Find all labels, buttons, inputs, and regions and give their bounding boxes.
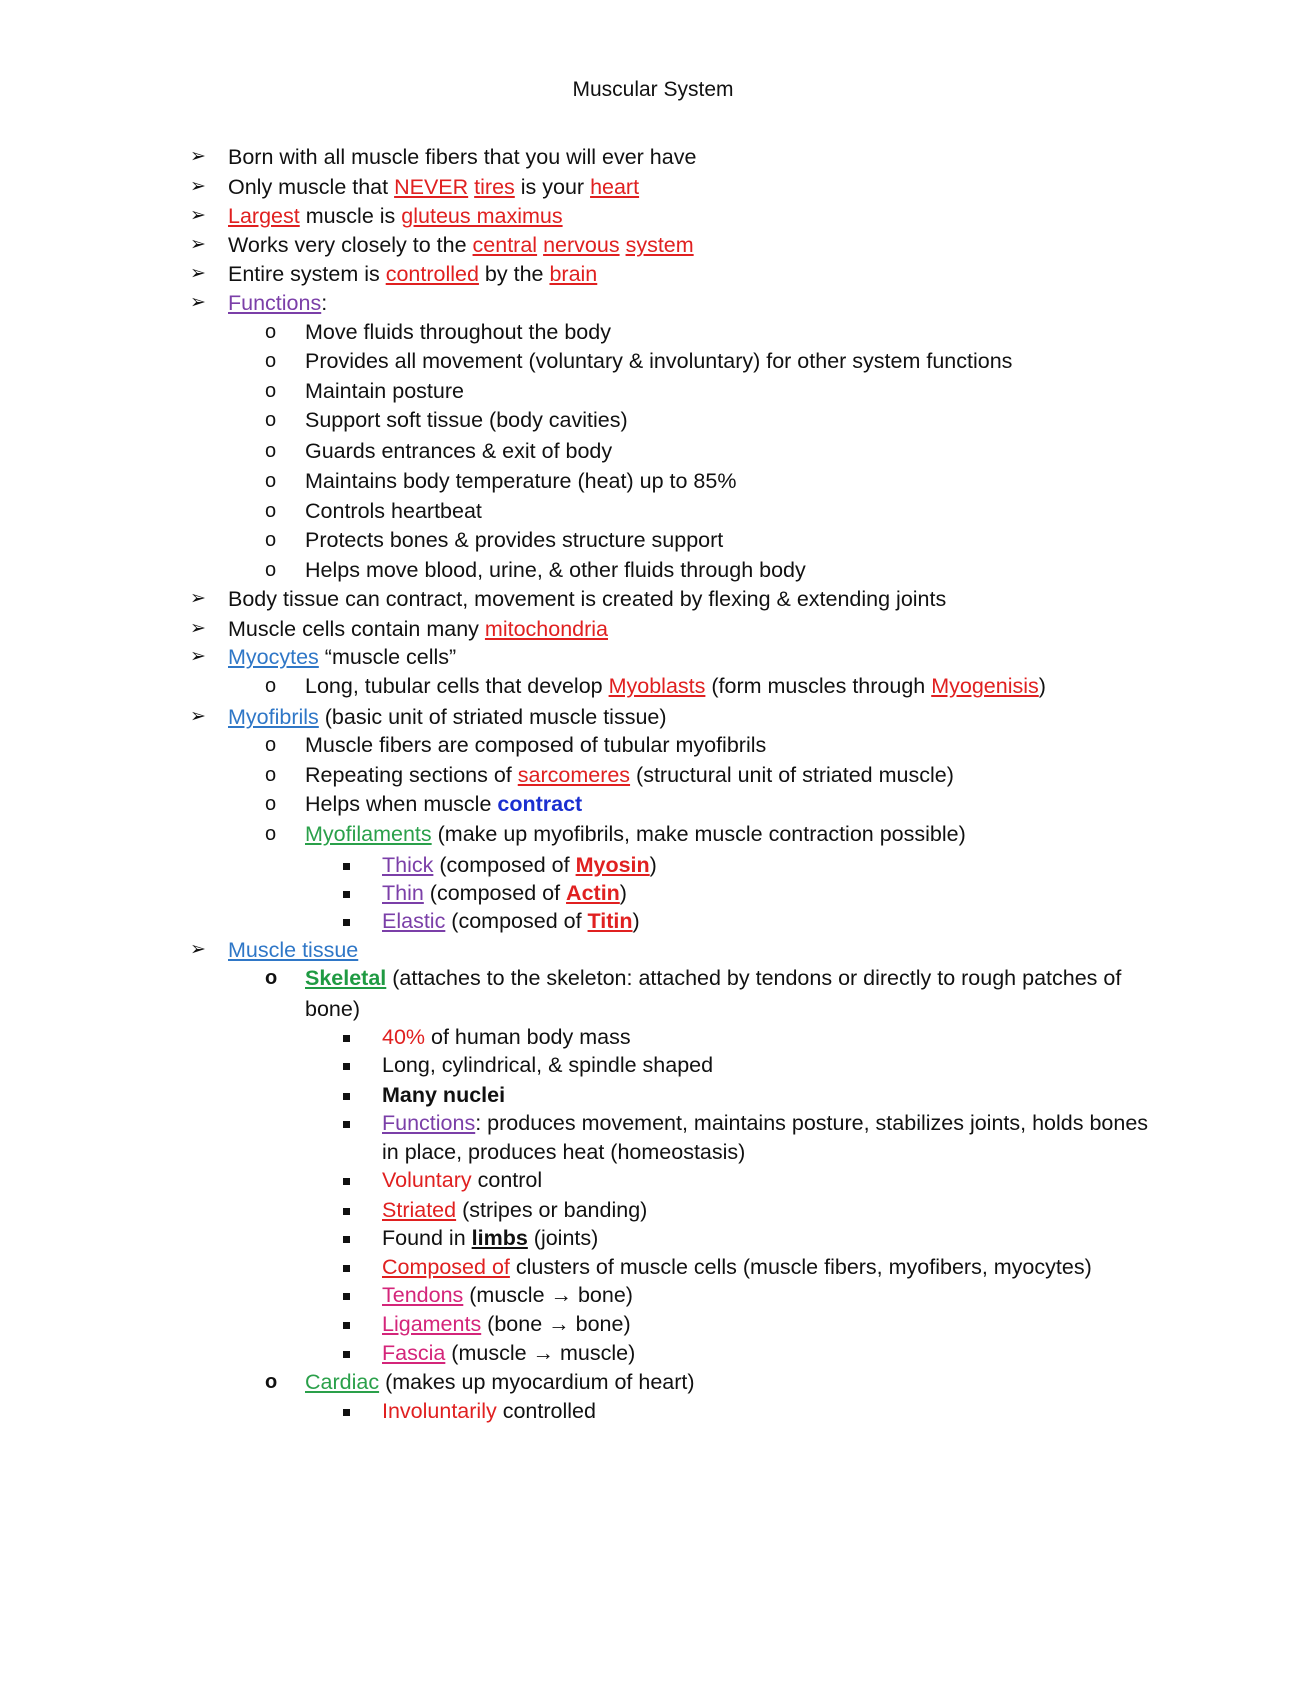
circle-bullet-icon: o (265, 350, 277, 372)
item-text: Thin (composed of Actin) (382, 881, 627, 905)
square-bullet-icon (343, 1022, 350, 1052)
circle-bullet-icon: o (265, 823, 277, 845)
item-text: Move fluids throughout the body (305, 320, 611, 344)
highlight-term: Tendons (382, 1283, 464, 1307)
highlight-term: Fascia (382, 1341, 446, 1365)
item-text: Largest muscle is gluteus maximus (228, 204, 563, 228)
square-bullet-icon (343, 1050, 350, 1080)
item-text: Found in limbs (joints) (382, 1226, 599, 1250)
square-bullet-icon (343, 1108, 350, 1138)
circle-bullet-icon: o (265, 440, 277, 462)
square-bullet-icon (343, 878, 350, 908)
item-text: Support soft tissue (body cavities) (305, 408, 628, 432)
highlight-term: Composed of (382, 1255, 510, 1279)
circle-bullet-icon: o (265, 470, 277, 492)
circle-bullet-icon: o (265, 1371, 278, 1393)
highlight-term: Skeletal (305, 966, 387, 990)
item-text: Myofibrils (basic unit of striated muscle tissue) (228, 705, 667, 729)
arrow-bullet-icon: ➢ (190, 146, 206, 167)
arrow-bullet-icon: ➢ (190, 618, 206, 639)
highlight-term: Thick (382, 853, 434, 877)
arrow-bullet-icon: ➢ (190, 588, 206, 609)
item-text: Ligaments (bone → bone) (382, 1312, 631, 1336)
circle-bullet-icon: o (265, 500, 277, 522)
item-text: Many nuclei (382, 1083, 506, 1107)
square-bullet-icon (343, 1195, 350, 1225)
highlight-term: central (472, 233, 538, 257)
item-text: Fascia (muscle → muscle) (382, 1341, 636, 1365)
item-text: Entire system is controlled by the brain (228, 262, 598, 286)
item-text: Muscle cells contain many mitochondria (228, 617, 609, 641)
highlight-term: limbs (471, 1226, 528, 1250)
item-text: Helps when muscle contract (305, 792, 583, 816)
highlight-term: Myoblasts (608, 674, 706, 698)
highlight-term: Myocytes (228, 645, 319, 669)
item-text: Controls heartbeat (305, 499, 482, 523)
arrow-bullet-icon: ➢ (190, 292, 206, 313)
item-text: Helps move blood, urine, & other fluids through body (305, 558, 806, 582)
square-bullet-icon (343, 1080, 350, 1110)
highlight-term: Striated (382, 1198, 457, 1222)
highlight-term: system (625, 233, 694, 257)
highlight-term: tires (474, 175, 515, 199)
square-bullet-icon (343, 1309, 350, 1339)
item-text: Voluntary control (382, 1168, 543, 1192)
circle-bullet-icon: o (265, 559, 277, 581)
item-text: Works very closely to the central nervous system (228, 233, 694, 257)
item-text: Cardiac (makes up myocardium of heart) (305, 1370, 695, 1394)
highlight-term: Thin (382, 881, 424, 905)
highlight-term: heart (590, 175, 640, 199)
square-bullet-icon (343, 1338, 350, 1368)
highlight-term: Titin (587, 909, 633, 933)
circle-bullet-icon: o (265, 967, 278, 989)
highlight-term: Actin (566, 881, 620, 905)
square-bullet-icon (343, 850, 350, 880)
item-text: Long, tubular cells that develop Myoblasts (form muscles through Myogenisis) (305, 674, 1046, 698)
item-text: bone) (305, 997, 360, 1021)
highlight-term: Myosin (575, 853, 650, 877)
highlight-term: brain (549, 262, 598, 286)
highlight-term: Myofibrils (228, 705, 319, 729)
highlight-term: gluteus maximus (401, 204, 563, 228)
highlight-term: 40% (382, 1025, 426, 1049)
highlight-term: Cardiac (305, 1370, 380, 1394)
highlight-term: NEVER (394, 175, 469, 199)
item-text: Guards entrances & exit of body (305, 439, 613, 463)
highlight-term: sarcomeres (517, 763, 631, 787)
arrow-bullet-icon: ➢ (190, 205, 206, 226)
item-text: Maintains body temperature (heat) up to 85% (305, 469, 737, 493)
item-text: Muscle tissue (228, 938, 359, 962)
square-bullet-icon (343, 1280, 350, 1310)
highlight-term: Largest (228, 204, 300, 228)
square-bullet-icon (343, 1252, 350, 1282)
item-text: Provides all movement (voluntary & involuntary) for other system functions (305, 349, 1013, 373)
highlight-term: Functions (382, 1111, 476, 1135)
arrow-bullet-icon: ➢ (190, 646, 206, 667)
item-text: 40% of human body mass (382, 1025, 631, 1049)
square-bullet-icon (343, 1396, 350, 1426)
item-text: Functions: produces movement, maintains posture, stabilizes joints, holds bones (382, 1111, 1149, 1135)
highlight-term: Involuntarily (382, 1399, 497, 1423)
item-text: Born with all muscle fibers that you will ever have (228, 145, 697, 169)
circle-bullet-icon: o (265, 764, 277, 786)
circle-bullet-icon: o (265, 793, 277, 815)
item-text: Involuntarily controlled (382, 1399, 596, 1423)
item-text: Protects bones & provides structure support (305, 528, 724, 552)
item-text: Only muscle that NEVER tires is your heart (228, 175, 640, 199)
highlight-term: Voluntary (382, 1168, 472, 1192)
highlight-term: Myofilaments (305, 822, 432, 846)
highlight-term: mitochondria (484, 617, 609, 641)
item-text: Elastic (composed of Titin) (382, 909, 640, 933)
item-text: Repeating sections of sarcomeres (structural unit of striated muscle) (305, 763, 954, 787)
arrow-bullet-icon: ➢ (190, 939, 206, 960)
arrow-bullet-icon: ➢ (190, 706, 206, 727)
page-title: Muscular System (572, 78, 734, 101)
item-text: Composed of clusters of muscle cells (muscle fibers, myofibers, myocytes) (382, 1255, 1092, 1279)
highlight-term: Elastic (382, 909, 446, 933)
item-text: Myocytes “muscle cells” (228, 645, 457, 669)
item-text: Muscle fibers are composed of tubular myofibrils (305, 733, 767, 757)
circle-bullet-icon: o (265, 529, 277, 551)
item-text: Maintain posture (305, 379, 464, 403)
item-text: Skeletal (attaches to the skeleton: attached by tendons or directly to rough patches of (305, 966, 1122, 990)
item-text: Striated (stripes or banding) (382, 1198, 648, 1222)
square-bullet-icon (343, 1165, 350, 1195)
highlight-term: Functions (228, 291, 322, 315)
item-text: Body tissue can contract, movement is created by flexing & extending joints (228, 587, 947, 611)
circle-bullet-icon: o (265, 675, 277, 697)
item-text: in place, produces heat (homeostasis) (382, 1140, 746, 1164)
item-text: Functions: (228, 291, 328, 315)
circle-bullet-icon: o (265, 734, 277, 756)
square-bullet-icon (343, 906, 350, 936)
item-text: Myofilaments (make up myofibrils, make muscle contraction possible) (305, 822, 966, 846)
circle-bullet-icon: o (265, 380, 277, 402)
highlight-term: Ligaments (382, 1312, 482, 1336)
arrow-bullet-icon: ➢ (190, 176, 206, 197)
arrow-bullet-icon: ➢ (190, 234, 206, 255)
arrow-bullet-icon: ➢ (190, 263, 206, 284)
item-text: Thick (composed of Myosin) (382, 853, 657, 877)
square-bullet-icon (343, 1223, 350, 1253)
circle-bullet-icon: o (265, 409, 277, 431)
highlight-term: controlled (385, 262, 479, 286)
circle-bullet-icon: o (265, 321, 277, 343)
item-text: Long, cylindrical, & spindle shaped (382, 1053, 714, 1077)
highlight-term: nervous (543, 233, 620, 257)
item-text: Tendons (muscle → bone) (382, 1283, 633, 1307)
highlight-term: contract (497, 792, 583, 816)
highlight-term: Myogenisis (931, 674, 1039, 698)
